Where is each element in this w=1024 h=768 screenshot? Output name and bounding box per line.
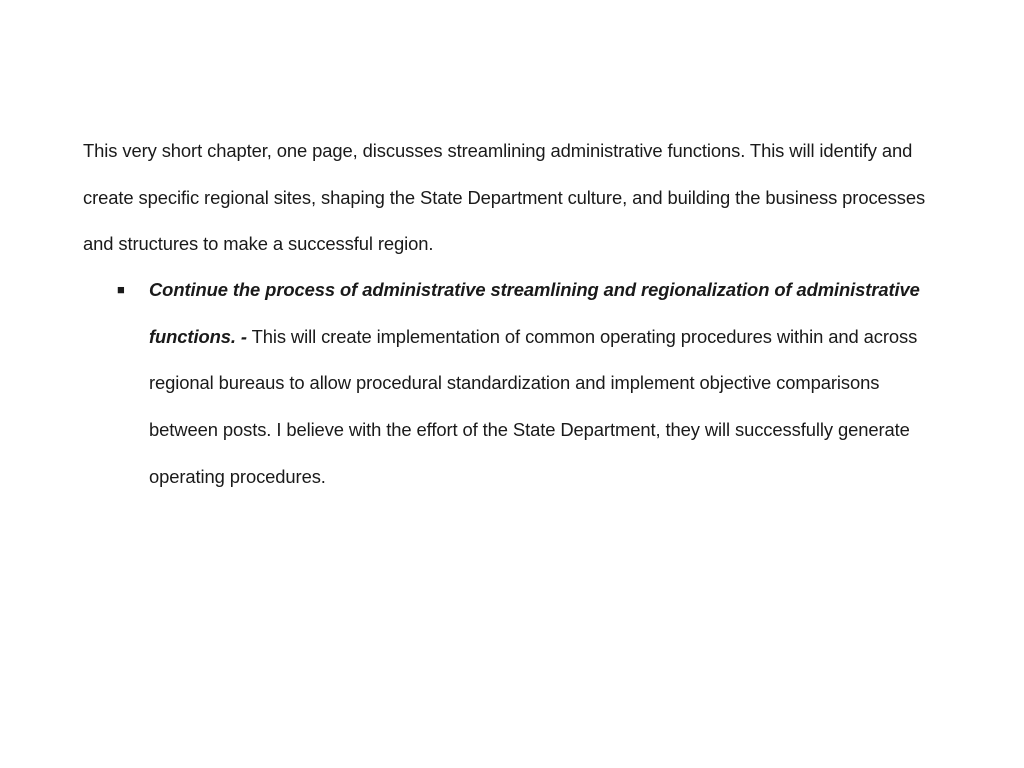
- square-bullet-icon: ■: [117, 282, 125, 297]
- bullet-item: [117, 267, 939, 501]
- bullet-body: This will create implementation of common operating procedures within and across regional bureaus to allow procedural standardization and implement objective comparisons between posts. I believe with the effort of the State Department, they will successfully generate operating procedures.: [149, 325, 918, 487]
- bullet-list: [117, 267, 939, 501]
- bullet-heading: Continue the process of administrative streamlining and regionalization of administrative functions. -: [149, 279, 920, 347]
- intro-paragraph: This very short chapter, one page, discusses streamlining administrative functions. This will identify and create specific regional sites, shaping the State Department culture, and building the business processes and structures to make a successful region.: [83, 140, 926, 255]
